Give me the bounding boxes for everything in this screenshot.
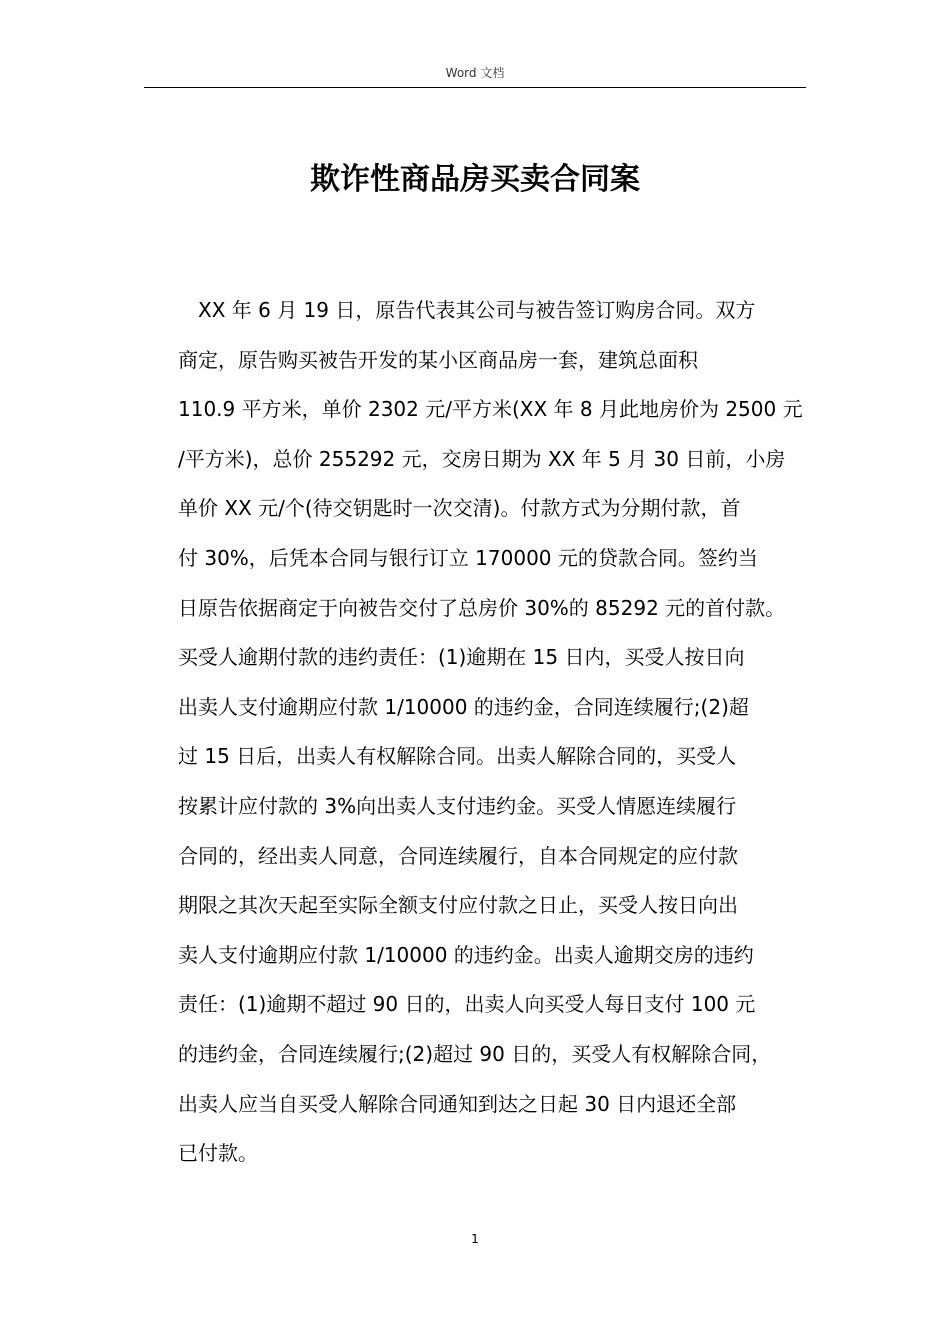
body-line: 日原告依据商定于向被告交付了总房价 30%的 85292 元的首付款。: [178, 595, 786, 620]
document-title: 欺诈性商品房买卖合同案: [310, 162, 640, 197]
body-line: 已付款。: [178, 1141, 258, 1166]
body-line: 过 15 日后，出卖人有权解除合同。出卖人解除合同的，买受人: [178, 744, 737, 769]
body-line: 付 30%，后凭本合同与银行订立 170000 元的贷款合同。签约当: [178, 545, 758, 570]
body-line: 110.9 平方米，单价 2302 元/平方米(XX 年 8 月此地房价为 2500 元: [178, 397, 803, 422]
body-line: 按累计应付款的 3%向出卖人支付违约金。买受人情愿连续履行: [178, 793, 737, 818]
header-rule: [144, 87, 806, 88]
body-line: 的违约金，合同连续履行;(2)超过 90 日的，买受人有权解除合同，: [178, 1041, 772, 1066]
page-header-label: Word 文档: [445, 66, 505, 80]
body-line: 单价 XX 元/个(待交钥匙时一次交清)。付款方式为分期付款，首: [178, 496, 741, 521]
body-line: 卖人支付逾期应付款 1/10000 的违约金。出卖人逾期交房的违约: [178, 942, 754, 967]
body-line: 合同的，经出卖人同意，合同连续履行，自本合同规定的应付款: [178, 843, 738, 868]
body-line: 责任：(1)逾期不超过 90 日的，出卖人向买受人每日支付 100 元: [178, 992, 756, 1017]
body-line: XX 年 6 月 19 日，原告代表其公司与被告签订购房合同。双方: [178, 298, 756, 322]
body-line: 商定，原告购买被告开发的某小区商品房一套，建筑总面积: [178, 347, 698, 372]
document-body: [178, 286, 818, 1179]
body-line: 期限之其次天起至实际全额支付应付款之日止，买受人按日向出: [178, 893, 738, 918]
body-line: 出卖人支付逾期应付款 1/10000 的违约金，合同连续履行;(2)超: [178, 694, 749, 719]
body-line: 买受人逾期付款的违约责任：(1)逾期在 15 日内，买受人按日向: [178, 645, 745, 670]
body-line: /平方米)，总价 255292 元，交房日期为 XX 年 5 月 30 日前，小房: [178, 446, 786, 471]
body-line: 出卖人应当自买受人解除合同通知到达之日起 30 日内退还全部: [178, 1091, 737, 1116]
page-number: 1: [471, 1232, 479, 1246]
